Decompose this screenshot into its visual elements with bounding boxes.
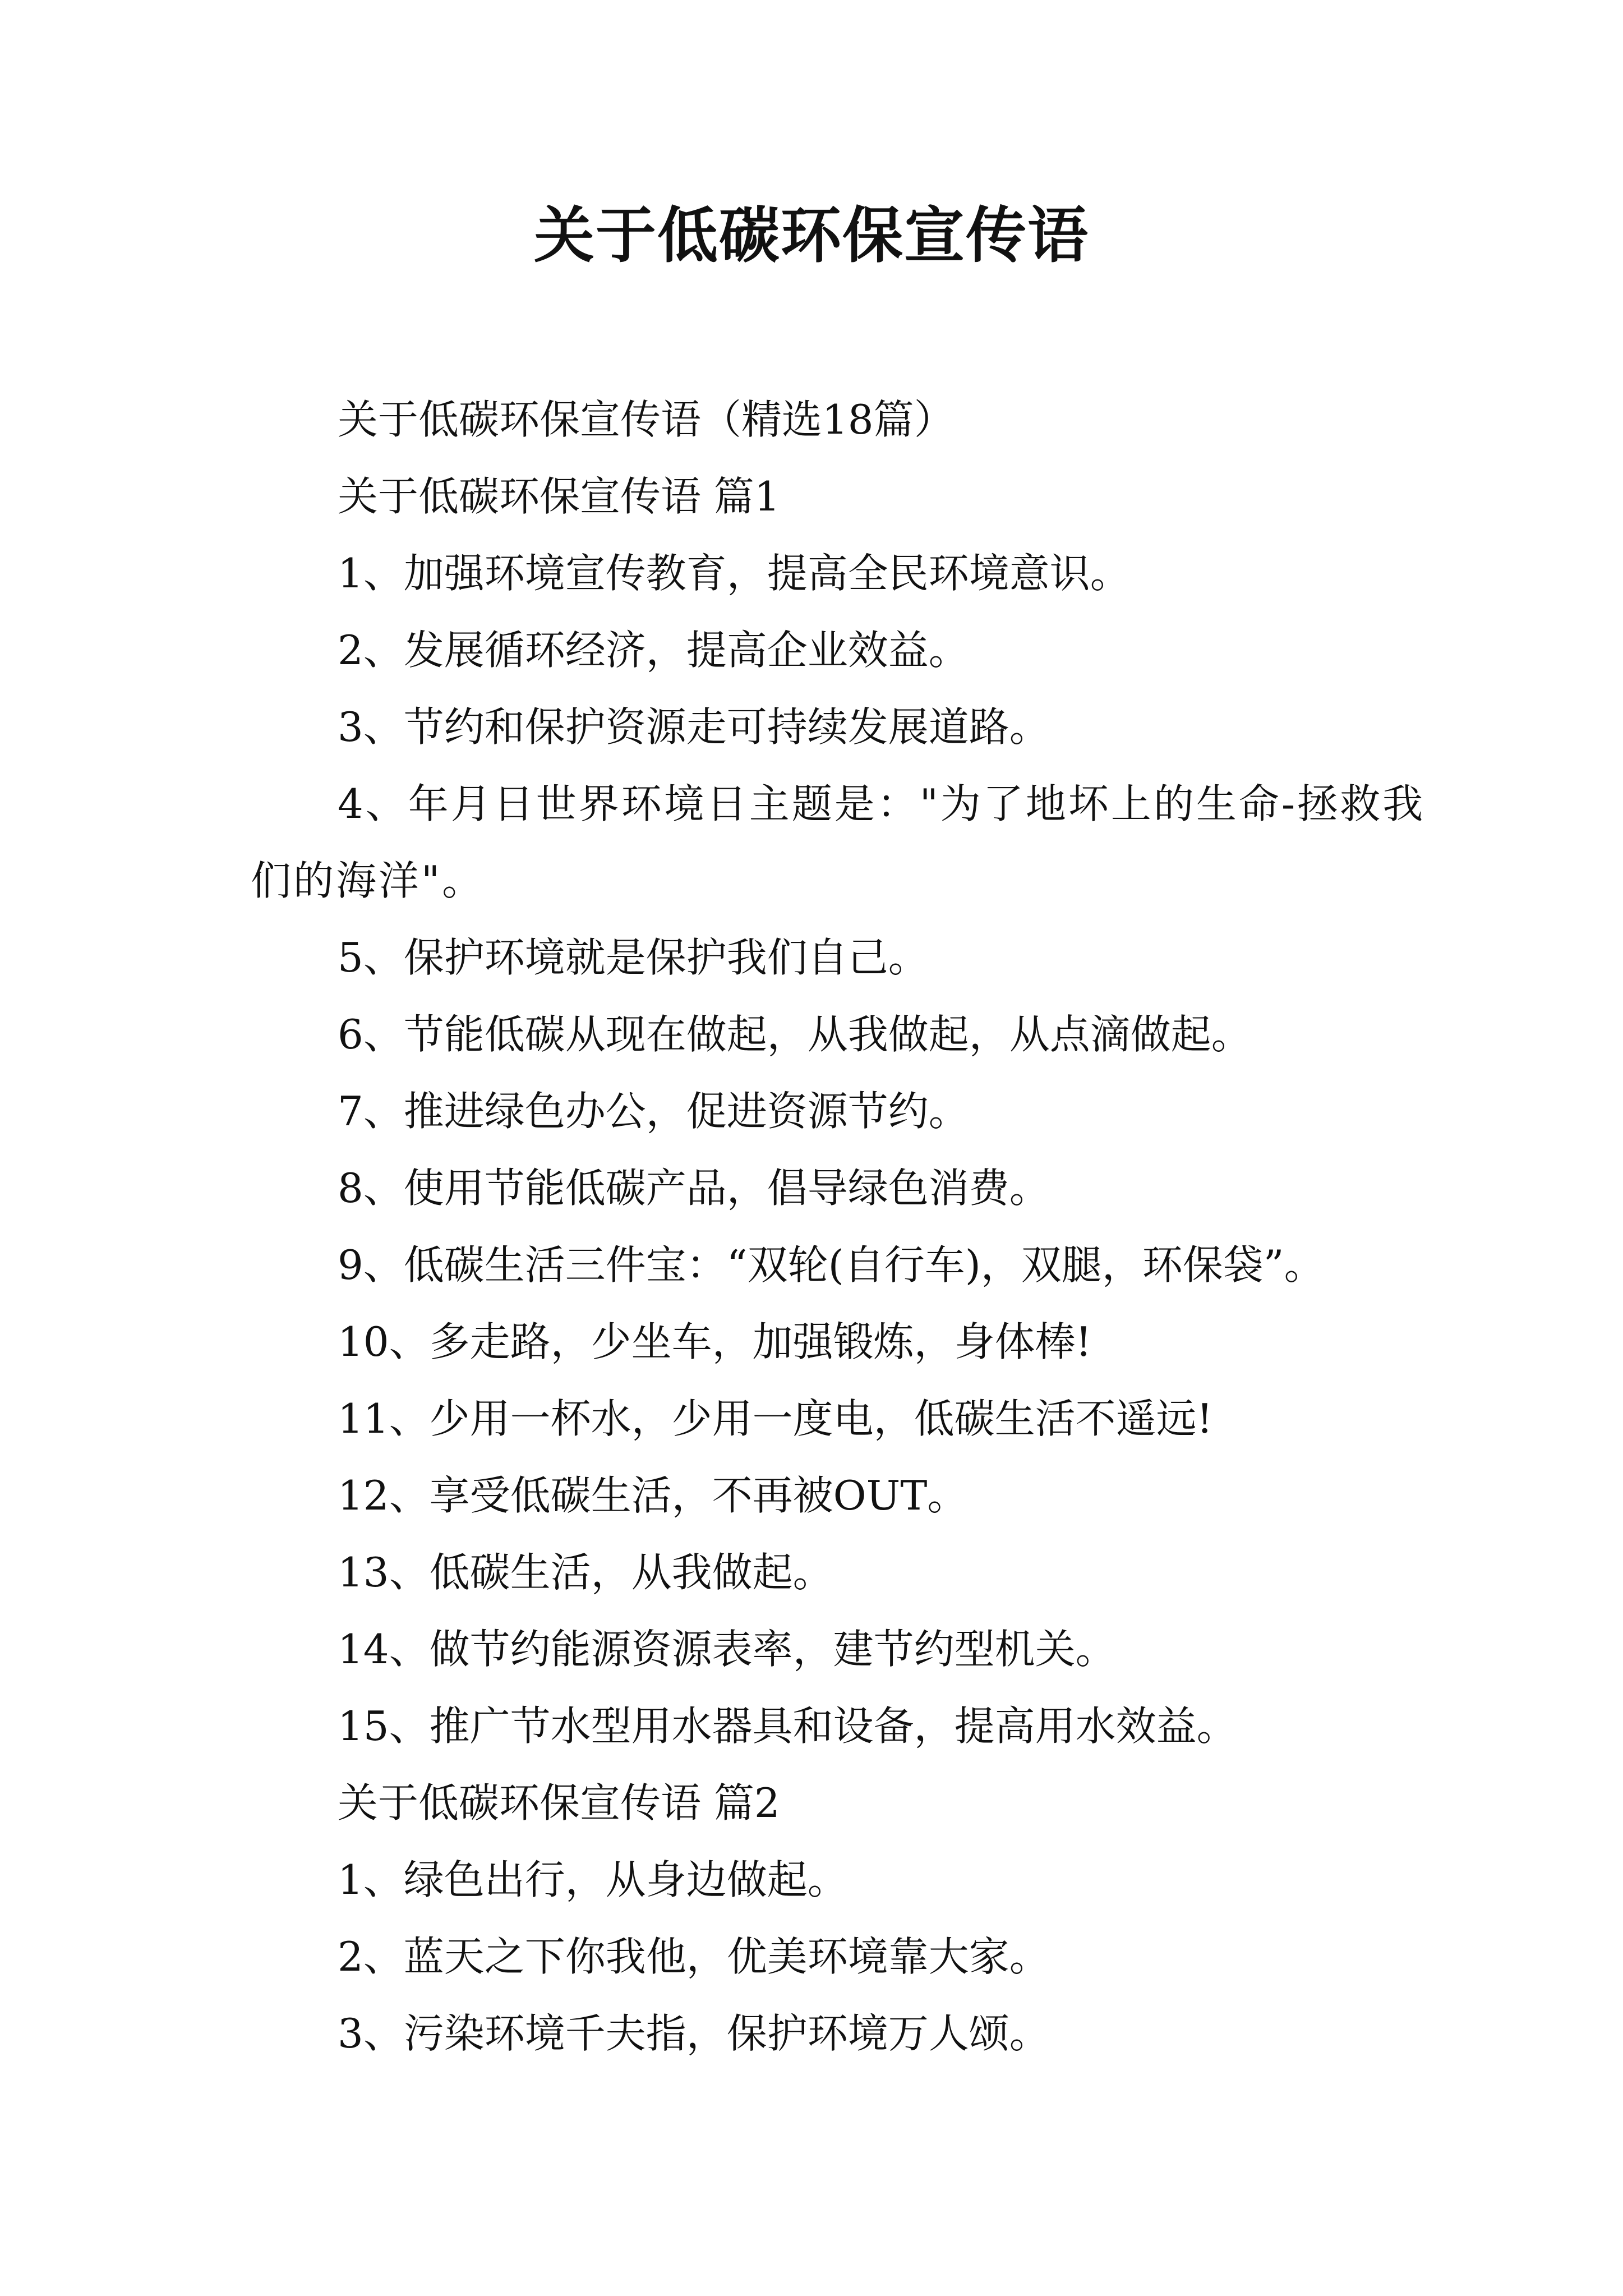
slogan-item: 7、推进绿色办公，促进资源节约。 [338,1088,969,1135]
slogan-item: 15、推广节水型用水器具和设备，提高用水效益。 [338,1703,1237,1750]
slogan-item: 10、多走路，少坐车，加强锻炼，身体棒! [338,1318,1092,1365]
slogan-item: 12、享受低碳生活，不再被OUT。 [338,1472,968,1519]
document-title: 关于低碳环保宣传语 [533,200,1089,271]
slogan-item: 1、绿色出行，从身边做起。 [338,1856,848,1903]
slogan-item: 9、低碳生活三件宝：“双轮(自行车)，双腿，环保袋”。 [338,1241,1325,1289]
slogan-item: 3、节约和保护资源走可持续发展道路。 [338,703,1050,751]
slogan-item: 6、节能低碳从现在做起，从我做起，从点滴做起。 [338,1011,1252,1058]
slogan-item: 13、低碳生活，从我做起。 [338,1549,833,1596]
slogan-item: 3、污染环境千夫指，保护环境万人颂。 [338,2010,1050,2057]
section-heading-1: 关于低碳环保宣传语 篇1 [338,473,780,520]
slogan-item: 4、年月日世界环境日主题是："为了地坏上的生命-拯救我们的海洋"。 [251,780,1426,904]
slogan-item: 1、加强环境宣传教育，提高全民环境意识。 [338,550,1131,597]
document-body [251,381,1434,2072]
slogan-item: 14、做节约能源资源表率，建节约型机关。 [338,1626,1116,1673]
slogan-item: 11、少用一杯水，少用一度电，低碳生活不遥远! [338,1395,1213,1442]
slogan-item: 5、保护环境就是保护我们自己。 [338,934,929,981]
slogan-item: 2、发展循环经济，提高企业效益。 [338,627,969,674]
subtitle-paragraph: 关于低碳环保宣传语（精选18篇） [338,396,955,443]
slogan-item: 8、使用节能低碳产品，倡导绿色消费。 [338,1165,1050,1212]
slogan-item: 2、蓝天之下你我他，优美环境靠大家。 [338,1933,1050,1980]
section-heading-2: 关于低碳环保宣传语 篇2 [338,1779,780,1826]
